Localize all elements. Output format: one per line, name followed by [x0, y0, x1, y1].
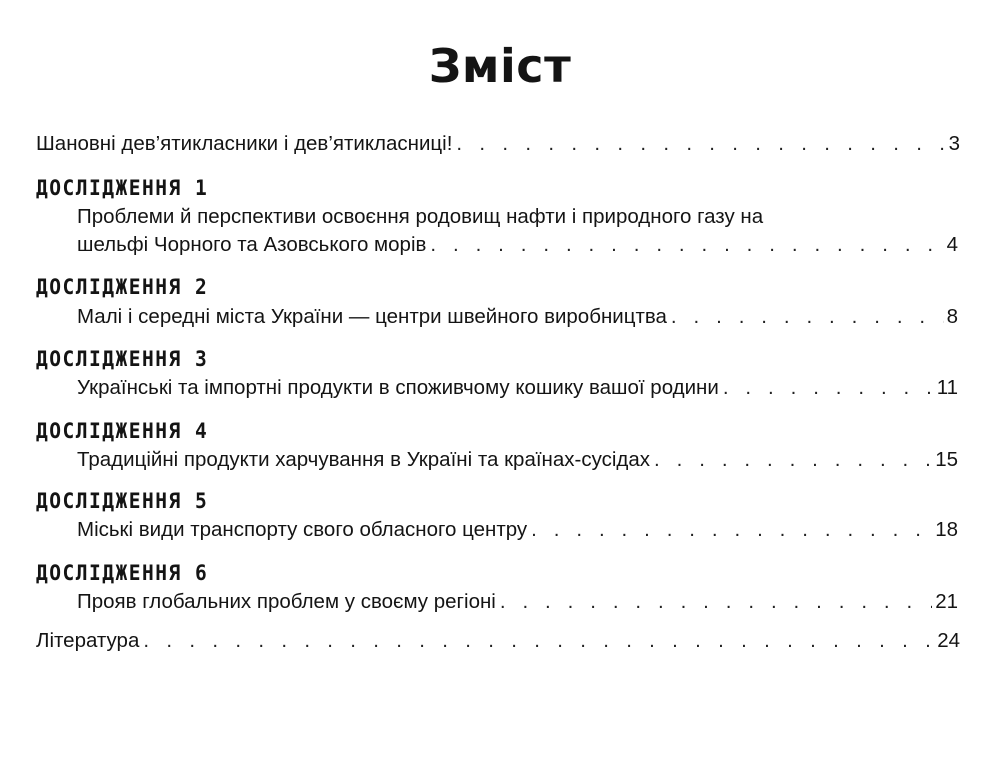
- dot-leader: [430, 230, 943, 260]
- dot-leader: [143, 626, 934, 656]
- toc-entry-label: Українські та імпортні продукти в споживчому кошику вашої родини: [77, 376, 719, 399]
- toc-entry-4: [77, 445, 958, 475]
- toc-page-number: 11: [936, 376, 958, 399]
- dot-leader: [654, 445, 932, 475]
- toc-page-number: 4: [946, 233, 958, 256]
- toc-entry-label: Прояв глобальних проблем у своєму регіоні: [77, 590, 496, 613]
- toc-entry-label: Міські види транспорту свого обласного центру: [77, 518, 528, 541]
- section-heading-1: ДОСЛІДЖЕННЯ 1: [36, 176, 209, 200]
- toc-entry-label: шельфі Чорного та Азовського морів: [77, 233, 427, 256]
- toc-entry-6: [77, 587, 958, 617]
- section-heading-6: ДОСЛІДЖЕННЯ 6: [36, 561, 209, 585]
- toc-page-number: 8: [946, 305, 958, 328]
- toc-entry-intro: [36, 129, 960, 159]
- toc-page-number: 21: [935, 590, 958, 613]
- toc-entry-1: [77, 230, 958, 260]
- section-heading-5: ДОСЛІДЖЕННЯ 5: [36, 489, 209, 513]
- toc-page-number: 18: [935, 518, 958, 541]
- toc-page-number: 15: [935, 448, 958, 471]
- section-heading-3: ДОСЛІДЖЕННЯ 3: [36, 347, 209, 371]
- page-title: Зміст: [428, 39, 572, 93]
- section-heading-4: ДОСЛІДЖЕННЯ 4: [36, 419, 209, 443]
- toc-page-number: 3: [948, 132, 960, 155]
- section-heading-2: ДОСЛІДЖЕННЯ 2: [36, 275, 209, 299]
- toc-page-number: 24: [937, 629, 960, 652]
- toc-entry-2: [77, 302, 958, 332]
- toc-entry-label: Шановні дев’ятикласники і дев’ятикласниці!: [36, 132, 453, 155]
- toc-entry-1-line-1: Проблеми й перспективи освоєння родовищ нафти і природного газу на: [77, 205, 764, 228]
- dot-leader: [671, 302, 944, 332]
- toc-entry-5: [77, 515, 958, 545]
- dot-leader: [531, 515, 932, 545]
- toc-entry-literature: [36, 626, 960, 656]
- dot-leader: [500, 587, 932, 617]
- toc-entry-label: Література: [36, 629, 140, 652]
- toc-entry-3: [77, 373, 958, 403]
- dot-leader: [723, 373, 934, 403]
- toc-entry-label: Малі і середні міста України — центри швейного виробництва: [77, 305, 667, 328]
- toc-entry-label: Традиційні продукти харчування в Україні та країнах-сусідах: [77, 448, 651, 471]
- dot-leader: [456, 129, 945, 159]
